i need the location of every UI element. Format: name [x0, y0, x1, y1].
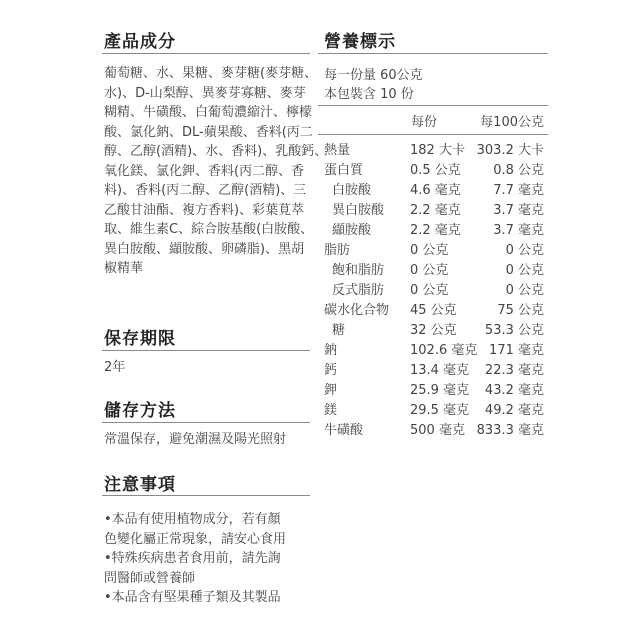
nutrient-name: 鈣: [324, 363, 338, 378]
ingredients-line: 水)、D-山梨醇、異麥芽寡糖、麥芽: [104, 85, 306, 101]
storage-value: 常溫保存，避免潮濕及陽光照射: [104, 432, 287, 447]
table-row: [318, 219, 548, 239]
per-100g-value: 171 毫克: [489, 343, 544, 358]
nutrition-table: [318, 105, 548, 438]
per-serving-value: 0 公克: [410, 243, 449, 258]
nutrient-name: 白胺酸: [332, 183, 372, 198]
ingredients-line: 椒精華: [104, 261, 144, 276]
shelf-life-value: 2年: [104, 360, 126, 375]
per-100g-value: 7.7 毫克: [493, 183, 544, 198]
note-line: 色變化屬正常現象，請安心食用: [104, 531, 287, 547]
per-100g-value: 49.2 毫克: [484, 403, 544, 418]
table-top-divider: [318, 105, 548, 106]
table-row: [318, 399, 548, 419]
nutrient-name: 鉀: [324, 383, 338, 398]
per-100g-value: 43.2 毫克: [484, 383, 544, 398]
per-serving-value: 13.4 毫克: [410, 363, 470, 378]
note-line: 問醫師或營養師: [104, 570, 196, 586]
nutrient-name: 反式脂肪: [332, 283, 385, 298]
nutrient-name: 熱量: [324, 143, 351, 158]
table-row: [318, 239, 548, 259]
nutrient-name: 牛磺酸: [324, 423, 364, 438]
per-serving-value: 500 毫克: [410, 423, 465, 438]
ingredients-line: 取、維生素C、綜合胺基酸(白胺酸、: [104, 222, 314, 237]
serving-size: 每一份量 60公克: [324, 68, 423, 83]
ingredients-line: 葡萄糖、水、果糖、麥芽糖(麥芽糖、: [104, 66, 318, 81]
table-row: [318, 299, 548, 319]
per-100g-value: 53.3 公克: [484, 323, 544, 338]
table-row: [318, 159, 548, 179]
nutrient-name: 糖: [332, 323, 346, 338]
table-header-row: [318, 111, 548, 135]
per-serving-value: 2.2 毫克: [410, 203, 461, 218]
per-serving-value: 2.2 毫克: [410, 223, 461, 238]
nutrient-name: 飽和脂肪: [332, 263, 385, 278]
per-serving-value: 45 公克: [410, 303, 457, 318]
nutrient-name: 脂肪: [324, 243, 351, 258]
storage-divider: [102, 422, 310, 423]
note-line: •特殊疾病患者食用前，請先詢: [104, 551, 281, 566]
per-serving-value: 25.9 毫克: [410, 383, 470, 398]
per-100g-value: 0.8 公克: [493, 163, 544, 178]
storage-title: 儲存方法: [104, 401, 176, 421]
per-100g-value: 22.3 毫克: [484, 363, 544, 378]
ingredients-line: 料)、香料(丙二醇、乙醇(酒精)、三: [104, 183, 307, 198]
notes-list: [104, 510, 286, 608]
per-100g-value: 75 公克: [497, 303, 544, 318]
column-header-per-serving: 每份: [411, 115, 438, 130]
nutrition-title-divider: [318, 53, 548, 54]
ingredients-line: 糊精、牛磺酸、白葡萄濃縮汁、檸檬: [104, 105, 313, 120]
shelf-life-title: 保存期限: [104, 329, 176, 349]
ingredients-divider: [102, 53, 310, 54]
note-line: •本品含有堅果種子類及其製品: [104, 590, 281, 605]
ingredients-line: 乙酸甘油酯、複方香料)、彩葉莧萃: [104, 202, 305, 218]
table-row: [318, 139, 548, 159]
nutrient-name: 碳水化合物: [324, 303, 390, 318]
table-body: [318, 139, 548, 439]
nutrient-name: 纈胺酸: [332, 223, 372, 238]
nutrient-name: 異白胺酸: [332, 203, 385, 218]
table-row: [318, 199, 548, 219]
ingredients-line: 醇、乙醇(酒精)、水、香料)、乳酸鈣、: [104, 144, 328, 159]
per-serving-value: 0.5 公克: [410, 163, 461, 178]
note-line: •本品有使用植物成分，若有顏: [104, 512, 281, 527]
table-header-divider: [318, 134, 548, 135]
per-serving-value: 4.6 毫克: [410, 183, 461, 198]
ingredients-line: 氧化鎂、氯化鉀、香料(丙二醇、香: [104, 163, 305, 179]
table-row: [318, 419, 548, 439]
per-serving-value: 102.6 毫克: [410, 343, 478, 358]
table-row: [318, 379, 548, 399]
per-100g-value: 0 公克: [505, 243, 544, 258]
table-row: [318, 339, 548, 359]
per-100g-value: 3.7 毫克: [493, 203, 544, 218]
table-row: [318, 259, 548, 279]
per-100g-value: 0 公克: [505, 263, 544, 278]
table-row: [318, 279, 548, 299]
per-serving-value: 29.5 毫克: [410, 403, 470, 418]
shelf-life-divider: [102, 350, 310, 351]
per-serving-value: 32 公克: [410, 323, 457, 338]
per-100g-value: 833.3 毫克: [476, 423, 544, 438]
notes-title: 注意事項: [104, 475, 176, 495]
per-serving-value: 182 大卡: [410, 143, 465, 158]
nutrient-name: 鎂: [324, 403, 338, 418]
table-row: [318, 179, 548, 199]
ingredients-line: 異白胺酸、纈胺酸、卵磷脂)、黑胡: [104, 241, 305, 257]
per-100g-value: 3.7 毫克: [493, 223, 544, 238]
servings-per-pack: 本包裝含 10 份: [324, 87, 414, 102]
table-row: [318, 359, 548, 379]
notes-divider: [102, 495, 310, 496]
ingredients-title: 產品成分: [104, 32, 176, 52]
per-serving-value: 0 公克: [410, 283, 449, 298]
nutrient-name: 蛋白質: [324, 163, 364, 178]
column-header-per-100g: 每100公克: [480, 115, 544, 130]
nutrient-name: 鈉: [324, 343, 338, 358]
per-100g-value: 303.2 大卡: [476, 143, 544, 158]
nutrition-title: 營養標示: [324, 32, 396, 52]
ingredients-line: 酸、氯化鈉、DL-蘋果酸、香料(丙二: [104, 124, 313, 140]
per-100g-value: 0 公克: [505, 283, 544, 298]
table-row: [318, 319, 548, 339]
ingredients-list: [104, 64, 328, 279]
per-serving-value: 0 公克: [410, 263, 449, 278]
